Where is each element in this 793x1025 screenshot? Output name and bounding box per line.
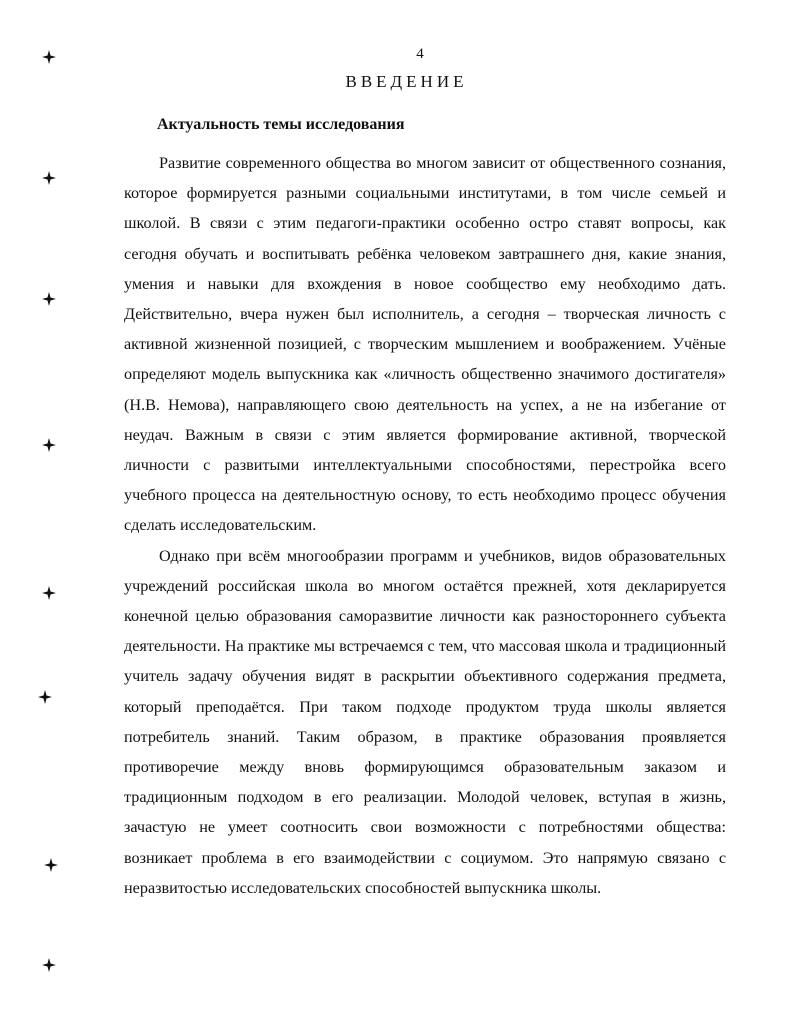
paragraph: Однако при всём многообразии программ и учебников, видов образовательных учреждений российская школа во многом остаётся прежней, хотя декларируется конечной целью образования саморазвитие личности как разностороннего субъекта деятельности. На практике мы встречаемся с тем, что массовая школа и традиционный учитель задачу обучения видят в раскрытии объективного содержания предмета, который преподаётся. При таком подходе продуктом труда школы является потребитель знаний. Таким образом, в практике образования проявляется противоречие между вновь формирующимся образовательным заказом и традиционным подходом в его реализации. Молодой человек, вступая в жизнь, зачастую не умеет соотносить свои возможности с потребностями общества: возникает проблема в его взаимодействии с социумом. Это напрямую связано с неразвитостью исследовательских способностей выпускника школы. (124, 546, 726, 897)
scan-mark-icon (44, 858, 58, 872)
scan-mark-icon (42, 958, 56, 972)
scan-mark-icon (42, 292, 56, 306)
scan-mark-icon (42, 50, 56, 64)
scan-mark-icon (42, 586, 56, 600)
page-heading: ВВЕДЕНИЕ (345, 72, 468, 91)
scan-mark-icon (42, 171, 56, 185)
body-text (124, 148, 726, 903)
section-subheading: Актуальность темы исследования (157, 116, 405, 133)
scan-mark-icon (42, 438, 56, 452)
page-number: 4 (416, 46, 424, 62)
scan-mark-icon (38, 690, 52, 704)
paragraph: Развитие современного общества во многом зависит от общественного сознания, которое формируется разными социальными институтами, в том числе семьей и школой. В связи с этим педагоги-практики особенно остро ставят вопросы, как сегодня обучать и воспитывать ребёнка человеком завтрашнего дня, какие знания, умения и навыки для вхождения в новое сообщество ему необходимо дать. Действительно, вчера нужен был исполнитель, а сегодня – творческая личность с активной жизненной позицией, с творческим мышлением и воображением. Учёные определяют модель выпускника как «личность общественно значимого достигателя» (Н.В. Немова), направляющего свою деятельность на успех, а не на избегание от неудач. Важным в связи с этим является формирование активной, творческой личности с развитыми интеллектуальными способностями, перестройка всего учебного процесса на деятельностную основу, то есть необходимо процесс обучения сделать исследовательским. (124, 154, 726, 535)
